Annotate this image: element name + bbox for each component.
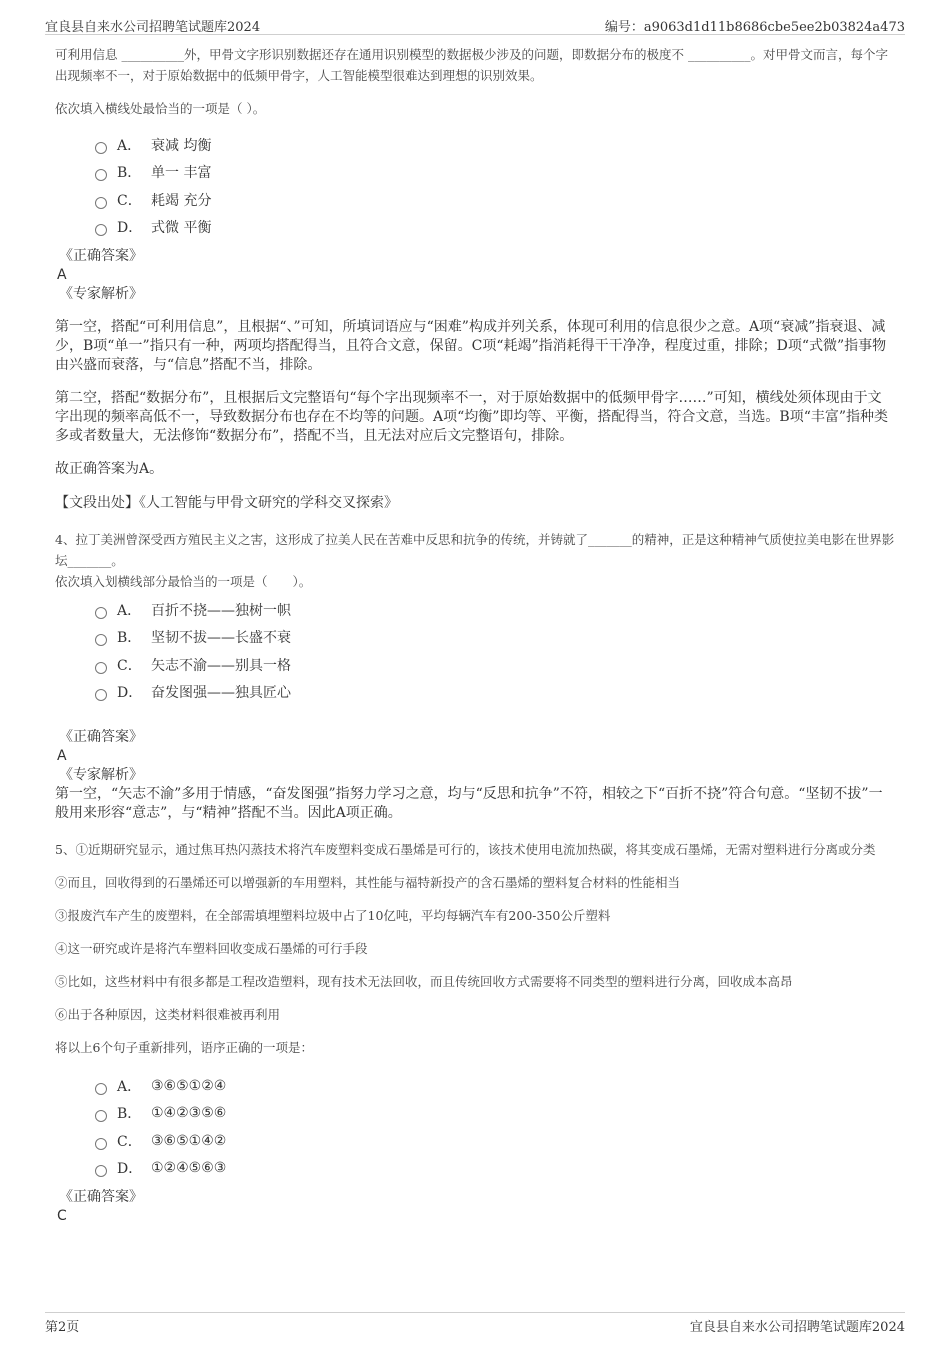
- q5-answer: C: [57, 1208, 67, 1224]
- q5-sentence-6: ⑥出于各种原因，这类材料很难被再利用: [55, 1007, 281, 1022]
- q4-option-a[interactable]: A． 百折不挠——独树一帜: [95, 596, 895, 624]
- q3-source: 【文段出处】《人工智能与甲骨文研究的学科交叉探索》: [55, 495, 398, 511]
- q4-analysis: 第一空，“矢志不渝”多用于情感，“奋发图强”指努力学习之意，均与“反思和抗争”不符，相较之下“百折不挠”符合句意。“坚韧不拔”一般用来形容“意志”，与“精神”搭配不当。因此A项正确。: [55, 786, 883, 821]
- radio-icon[interactable]: [95, 662, 107, 674]
- q3-analysis-para-1: 第一空，搭配“可利用信息”，且根据“、”可知，所填词语应与“困难”构成并列关系，体现可利用的信息很少之意。A项“衰减”指衰退、减少，B项“单一”指只有一种，两项均搭配得当，且符合文意，保留。C项“耗竭”指消耗得干干净净，程度过重，排除；D项“式微”指事物由兴盛而衰落，与“信息”搭配不当，排除。: [55, 319, 887, 373]
- radio-icon[interactable]: [95, 224, 107, 236]
- q4-options: [95, 596, 895, 706]
- q4-answer: A: [57, 748, 67, 764]
- radio-icon[interactable]: [95, 1083, 107, 1095]
- radio-icon[interactable]: [95, 1165, 107, 1177]
- radio-icon[interactable]: [95, 1138, 107, 1150]
- page-footer: [45, 1312, 905, 1335]
- radio-icon[interactable]: [95, 142, 107, 154]
- q5-option-d[interactable]: D． ①②④⑤⑥③: [95, 1155, 895, 1183]
- q3-option-d[interactable]: D． 式微 平衡: [95, 214, 895, 242]
- q4-option-b[interactable]: B． 坚韧不拔——长盛不衰: [95, 624, 895, 652]
- radio-icon[interactable]: [95, 634, 107, 646]
- q5-option-b[interactable]: B． ①④②③⑤⑥: [95, 1100, 895, 1128]
- q5-prompt: 将以上6个句子重新排列，语序正确的一项是：: [55, 1040, 313, 1055]
- radio-icon[interactable]: [95, 607, 107, 619]
- q4-answer-label: 《正确答案》: [59, 729, 143, 745]
- radio-icon[interactable]: [95, 169, 107, 181]
- q3-answer: A: [57, 267, 67, 283]
- radio-icon[interactable]: [95, 689, 107, 701]
- q3-option-a[interactable]: A． 衰减 均衡: [95, 131, 895, 159]
- q3-option-b[interactable]: B． 单一 丰富: [95, 159, 895, 187]
- q5-sentence-2: ②而且，回收得到的石墨烯还可以增强新的车用塑料，其性能与福特新投产的含石墨烯的塑料复合材料的性能相当: [55, 875, 681, 890]
- q4-option-c[interactable]: C． 矢志不渝——别具一格: [95, 651, 895, 679]
- q4-stem: 4、拉丁美洲曾深受西方殖民主义之害，这形成了拉美人民在苦难中反思和抗争的传统，并铸就了_______的精神，正是这种精神气质使拉美电影在世界影坛_______。: [55, 532, 895, 568]
- q5-sentence-1: 5、①近期研究显示，通过焦耳热闪蒸技术将汽车废塑料变成石墨烯是可行的，该技术使用电流加热碳，将其变成石墨烯，无需对塑料进行分离或分类: [55, 842, 876, 857]
- header-doc-id: 编号：a9063d1d11b8686cbe5ee2b03824a473: [604, 20, 905, 35]
- q5-option-c[interactable]: C． ③⑥⑤①④②: [95, 1127, 895, 1155]
- q5-sentence-4: ④这一研究或许是将汽车塑料回收变成石墨烯的可行手段: [55, 941, 368, 956]
- radio-icon[interactable]: [95, 197, 107, 209]
- q3-analysis-para-2: 第二空，搭配“数据分布”，且根据后文完整语句“每个字出现频率不一，对于原始数据中的低频甲骨字……”可知，横线处须体现由于文字出现的频率高低不一，导致数据分布也存在不均等的问题。A项“均衡”即均等、平衡，搭配得当，符合文意，当选。B项“丰富”指种类多或者数量大，无法修饰“数据分布”，搭配不当，且无法对应后文完整语句，排除。: [55, 390, 889, 444]
- q4-prompt: 依次填入划横线部分最恰当的一项是（ ）。: [55, 574, 312, 589]
- page-header: [45, 14, 905, 35]
- q3-options: [95, 131, 895, 241]
- footer-title: 宜良县自来水公司招聘笔试题库2024: [689, 1320, 905, 1335]
- q4-option-d[interactable]: D． 奋发图强——独具匠心: [95, 679, 895, 707]
- q5-sentence-3: ③报废汽车产生的废塑料，在全部需填埋塑料垃圾中占了10亿吨，平均每辆汽车有200-350公斤塑料: [55, 908, 611, 923]
- radio-icon[interactable]: [95, 1110, 107, 1122]
- q3-option-c[interactable]: C． 耗竭 充分: [95, 186, 895, 214]
- q3-prompt: 依次填入横线处最恰当的一项是（ ）。: [55, 101, 266, 116]
- q3-analysis-label: 《专家解析》: [59, 286, 143, 302]
- header-title: 宜良县自来水公司招聘笔试题库2024: [45, 20, 261, 35]
- q3-conclusion: 故正确答案为A。: [55, 461, 164, 477]
- q5-answer-label: 《正确答案》: [59, 1189, 143, 1205]
- q5-options: [95, 1072, 895, 1182]
- q4-analysis-label: 《专家解析》: [59, 767, 143, 783]
- page-number: 第2页: [45, 1320, 80, 1335]
- q5-sentence-5: ⑤比如，这些材料中有很多都是工程改造塑料，现有技术无法回收，而且传统回收方式需要将不同类型的塑料进行分离，回收成本高昂: [55, 974, 793, 989]
- q3-answer-label: 《正确答案》: [59, 248, 143, 264]
- q3-stem: 可利用信息 __________外，甲骨文字形识别数据还存在通用识别模型的数据极少涉及的问题，即数据分布的极度不 __________。对甲骨文而言，每个字出现频率不一，对于原始数据中的低频甲骨字，人工智能模型很难达到理想的识别效果。: [55, 47, 888, 83]
- main-content: [55, 44, 895, 1226]
- q5-option-a[interactable]: A． ③⑥⑤①②④: [95, 1072, 895, 1100]
